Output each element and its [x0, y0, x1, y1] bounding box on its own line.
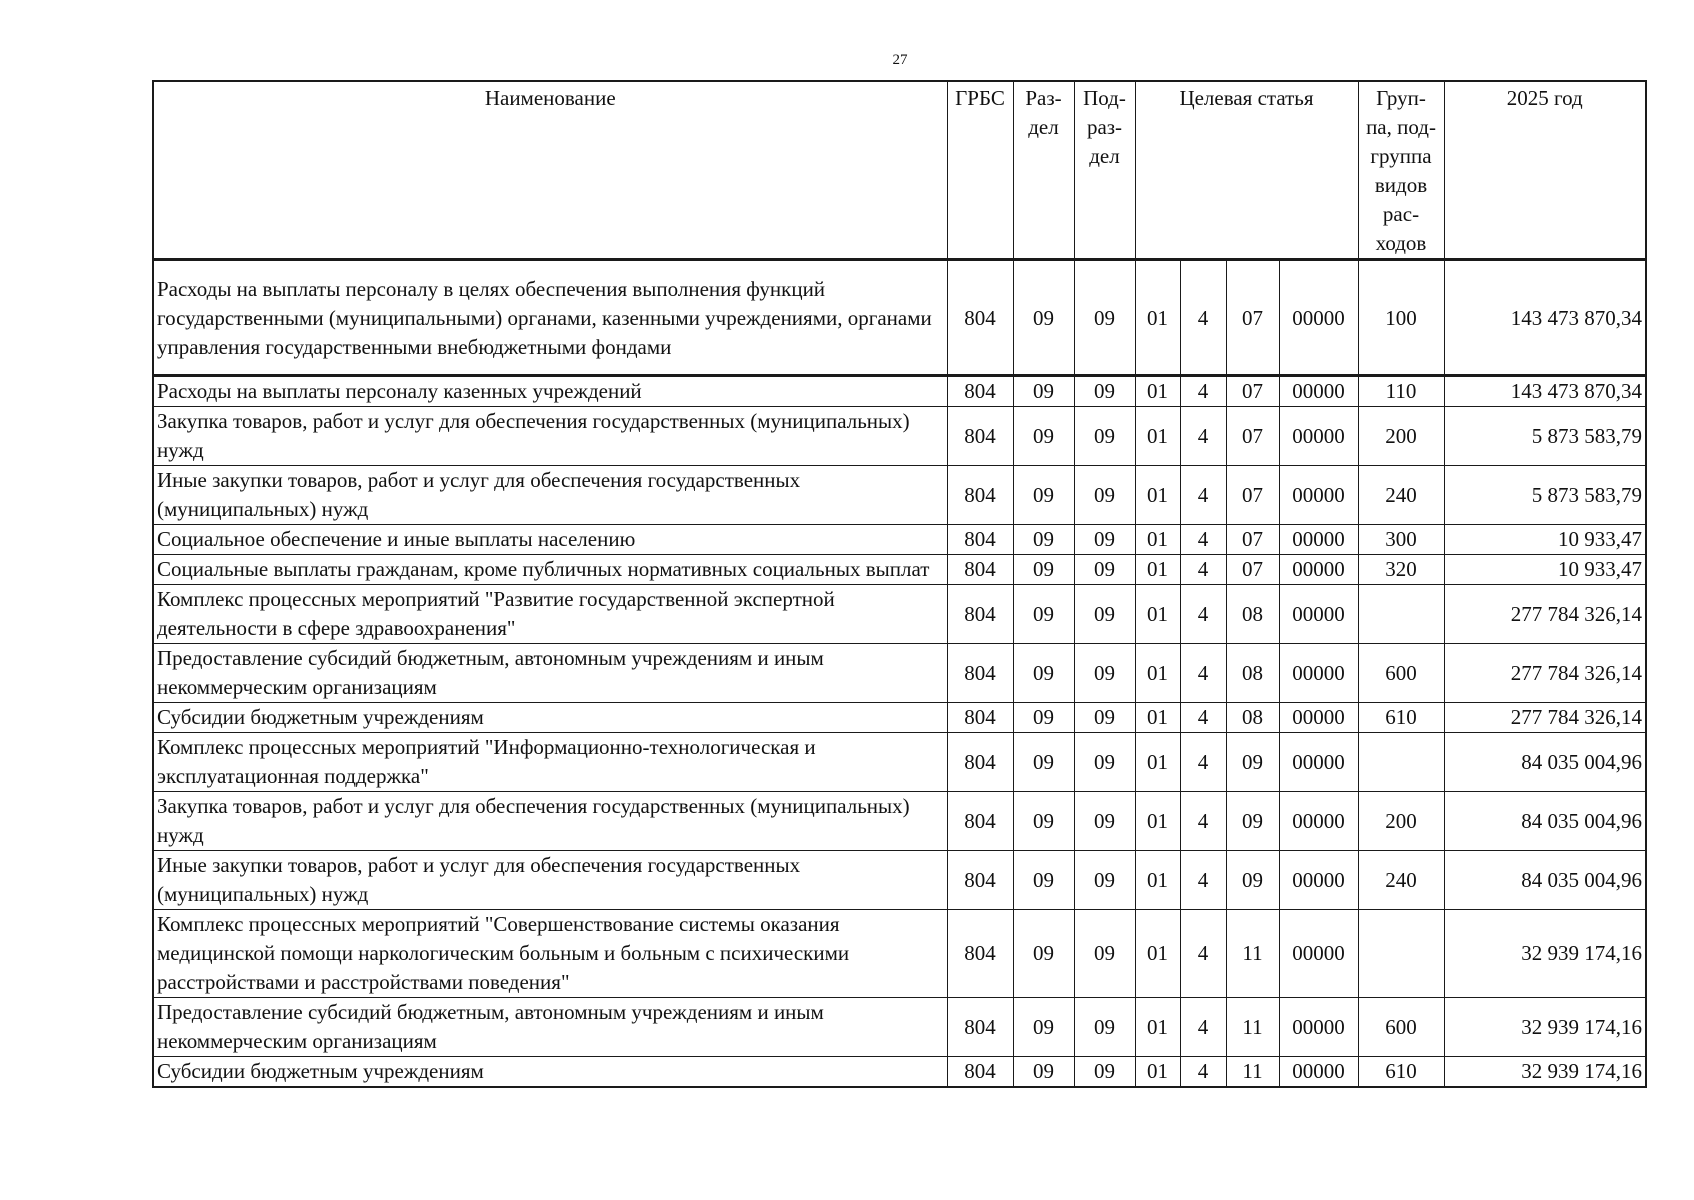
cell-podrazdel: 09: [1074, 998, 1135, 1057]
budget-table: [152, 80, 1647, 1088]
cell-grbs: 804: [947, 733, 1013, 792]
cell-name: Субсидии бюджетным учреждениям: [153, 1057, 947, 1088]
cell-grbs: 804: [947, 466, 1013, 525]
cell-target-type: 4: [1180, 910, 1226, 998]
cell-podrazdel: 09: [1074, 407, 1135, 466]
cell-amount: 10 933,47: [1444, 555, 1646, 585]
table-row: [153, 703, 1646, 733]
cell-target-complex: 09: [1226, 792, 1279, 851]
cell-target-complex: 08: [1226, 703, 1279, 733]
cell-podrazdel: 09: [1074, 1057, 1135, 1088]
cell-grbs: 804: [947, 998, 1013, 1057]
cell-target-direction: 00000: [1279, 555, 1358, 585]
cell-razdel: 09: [1013, 260, 1074, 376]
cell-podrazdel: 09: [1074, 644, 1135, 703]
cell-target-direction: 00000: [1279, 910, 1358, 998]
cell-target-program: 01: [1135, 260, 1180, 376]
cell-razdel: 09: [1013, 910, 1074, 998]
cell-podrazdel: 09: [1074, 466, 1135, 525]
cell-name: Расходы на выплаты персоналу в целях обеспечения выполнения функций государственными (муниципальными) органами, казенными учреждениями, органами управления государственными внебюджетными фондами: [153, 260, 947, 376]
cell-target-direction: 00000: [1279, 585, 1358, 644]
header-target-article: Целевая статья: [1135, 81, 1358, 260]
cell-name: Социальное обеспечение и иные выплаты населению: [153, 525, 947, 555]
cell-amount: 277 784 326,14: [1444, 585, 1646, 644]
cell-target-program: 01: [1135, 1057, 1180, 1088]
cell-podrazdel: 09: [1074, 260, 1135, 376]
cell-razdel: 09: [1013, 703, 1074, 733]
cell-target-complex: 08: [1226, 585, 1279, 644]
table-row: [153, 260, 1646, 376]
cell-grbs: 804: [947, 1057, 1013, 1088]
cell-name: Закупка товаров, работ и услуг для обеспечения государственных (муниципальных) нужд: [153, 792, 947, 851]
header-razdel: Раз- дел: [1013, 81, 1074, 260]
cell-target-direction: 00000: [1279, 376, 1358, 407]
cell-amount: 5 873 583,79: [1444, 466, 1646, 525]
table-row: [153, 733, 1646, 792]
cell-target-direction: 00000: [1279, 703, 1358, 733]
cell-target-complex: 07: [1226, 376, 1279, 407]
cell-target-program: 01: [1135, 555, 1180, 585]
cell-target-direction: 00000: [1279, 260, 1358, 376]
cell-razdel: 09: [1013, 733, 1074, 792]
header-expense-group: Груп- па, под- группа видов рас- ходов: [1358, 81, 1444, 260]
cell-grbs: 804: [947, 792, 1013, 851]
cell-target-type: 4: [1180, 407, 1226, 466]
table-row: [153, 466, 1646, 525]
cell-target-type: 4: [1180, 376, 1226, 407]
header-name: Наименование: [153, 81, 947, 260]
cell-target-complex: 09: [1226, 851, 1279, 910]
cell-target-program: 01: [1135, 525, 1180, 555]
cell-target-direction: 00000: [1279, 466, 1358, 525]
cell-podrazdel: 09: [1074, 525, 1135, 555]
header-grbs: ГРБС: [947, 81, 1013, 260]
cell-amount: 10 933,47: [1444, 525, 1646, 555]
cell-target-program: 01: [1135, 703, 1180, 733]
cell-razdel: 09: [1013, 407, 1074, 466]
cell-target-program: 01: [1135, 644, 1180, 703]
cell-target-complex: 09: [1226, 733, 1279, 792]
cell-target-complex: 07: [1226, 555, 1279, 585]
cell-name: Расходы на выплаты персоналу казенных учреждений: [153, 376, 947, 407]
cell-target-program: 01: [1135, 376, 1180, 407]
cell-expense-group: 200: [1358, 792, 1444, 851]
cell-razdel: 09: [1013, 376, 1074, 407]
table-header: [153, 81, 1646, 260]
cell-expense-group: 240: [1358, 466, 1444, 525]
cell-target-type: 4: [1180, 644, 1226, 703]
header-year: 2025 год: [1444, 81, 1646, 260]
table-row: [153, 644, 1646, 703]
cell-amount: 32 939 174,16: [1444, 998, 1646, 1057]
cell-podrazdel: 09: [1074, 555, 1135, 585]
cell-razdel: 09: [1013, 1057, 1074, 1088]
cell-target-type: 4: [1180, 466, 1226, 525]
cell-grbs: 804: [947, 376, 1013, 407]
cell-target-type: 4: [1180, 525, 1226, 555]
cell-target-complex: 08: [1226, 644, 1279, 703]
cell-target-program: 01: [1135, 407, 1180, 466]
cell-grbs: 804: [947, 910, 1013, 998]
cell-target-direction: 00000: [1279, 998, 1358, 1057]
cell-razdel: 09: [1013, 792, 1074, 851]
cell-amount: 277 784 326,14: [1444, 644, 1646, 703]
cell-target-type: 4: [1180, 1057, 1226, 1088]
cell-razdel: 09: [1013, 466, 1074, 525]
cell-target-direction: 00000: [1279, 851, 1358, 910]
cell-razdel: 09: [1013, 555, 1074, 585]
cell-amount: 84 035 004,96: [1444, 851, 1646, 910]
cell-target-complex: 11: [1226, 998, 1279, 1057]
cell-amount: 32 939 174,16: [1444, 1057, 1646, 1088]
cell-amount: 32 939 174,16: [1444, 910, 1646, 998]
cell-target-complex: 11: [1226, 910, 1279, 998]
cell-target-type: 4: [1180, 703, 1226, 733]
cell-name: Предоставление субсидий бюджетным, автономным учреждениям и иным некоммерческим организациям: [153, 644, 947, 703]
cell-target-direction: 00000: [1279, 407, 1358, 466]
cell-target-direction: 00000: [1279, 792, 1358, 851]
cell-amount: 277 784 326,14: [1444, 703, 1646, 733]
cell-target-program: 01: [1135, 910, 1180, 998]
cell-name: Социальные выплаты гражданам, кроме публичных нормативных социальных выплат: [153, 555, 947, 585]
table-row: [153, 998, 1646, 1057]
cell-razdel: 09: [1013, 851, 1074, 910]
cell-podrazdel: 09: [1074, 910, 1135, 998]
table-row: [153, 407, 1646, 466]
cell-target-direction: 00000: [1279, 733, 1358, 792]
header-row: [153, 81, 1646, 260]
table-row: [153, 376, 1646, 407]
cell-target-complex: 11: [1226, 1057, 1279, 1088]
cell-amount: 5 873 583,79: [1444, 407, 1646, 466]
cell-target-type: 4: [1180, 733, 1226, 792]
cell-expense-group: [1358, 910, 1444, 998]
cell-grbs: 804: [947, 703, 1013, 733]
cell-grbs: 804: [947, 851, 1013, 910]
cell-amount: 84 035 004,96: [1444, 792, 1646, 851]
cell-target-complex: 07: [1226, 407, 1279, 466]
cell-target-type: 4: [1180, 555, 1226, 585]
cell-grbs: 804: [947, 260, 1013, 376]
cell-name: Иные закупки товаров, работ и услуг для обеспечения государственных (муниципальных) нужд: [153, 466, 947, 525]
cell-target-program: 01: [1135, 792, 1180, 851]
cell-target-complex: 07: [1226, 260, 1279, 376]
cell-expense-group: 600: [1358, 644, 1444, 703]
cell-expense-group: 110: [1358, 376, 1444, 407]
cell-expense-group: [1358, 585, 1444, 644]
cell-grbs: 804: [947, 585, 1013, 644]
cell-podrazdel: 09: [1074, 703, 1135, 733]
cell-podrazdel: 09: [1074, 376, 1135, 407]
header-podrazdel: Под- раз- дел: [1074, 81, 1135, 260]
cell-podrazdel: 09: [1074, 792, 1135, 851]
cell-target-type: 4: [1180, 998, 1226, 1057]
cell-target-type: 4: [1180, 792, 1226, 851]
table-row: [153, 585, 1646, 644]
cell-expense-group: 300: [1358, 525, 1444, 555]
cell-grbs: 804: [947, 644, 1013, 703]
table-body: [153, 260, 1646, 1088]
table-row: [153, 910, 1646, 998]
cell-podrazdel: 09: [1074, 733, 1135, 792]
cell-expense-group: 200: [1358, 407, 1444, 466]
cell-name: Закупка товаров, работ и услуг для обеспечения государственных (муниципальных) нужд: [153, 407, 947, 466]
cell-target-type: 4: [1180, 260, 1226, 376]
cell-target-direction: 00000: [1279, 644, 1358, 703]
cell-amount: 143 473 870,34: [1444, 260, 1646, 376]
cell-razdel: 09: [1013, 525, 1074, 555]
cell-podrazdel: 09: [1074, 851, 1135, 910]
cell-target-type: 4: [1180, 585, 1226, 644]
cell-target-complex: 07: [1226, 466, 1279, 525]
cell-razdel: 09: [1013, 998, 1074, 1057]
cell-expense-group: 240: [1358, 851, 1444, 910]
cell-expense-group: 320: [1358, 555, 1444, 585]
cell-target-program: 01: [1135, 851, 1180, 910]
cell-amount: 143 473 870,34: [1444, 376, 1646, 407]
cell-name: Иные закупки товаров, работ и услуг для обеспечения государственных (муниципальных) нужд: [153, 851, 947, 910]
cell-name: Комплекс процессных мероприятий "Информационно-технологическая и эксплуатационная поддержка": [153, 733, 947, 792]
cell-target-program: 01: [1135, 585, 1180, 644]
page-number: 27: [892, 52, 908, 68]
cell-name: Предоставление субсидий бюджетным, автономным учреждениям и иным некоммерческим организациям: [153, 998, 947, 1057]
table-row: [153, 851, 1646, 910]
cell-target-type: 4: [1180, 851, 1226, 910]
cell-expense-group: 610: [1358, 1057, 1444, 1088]
cell-target-direction: 00000: [1279, 1057, 1358, 1088]
cell-target-complex: 07: [1226, 525, 1279, 555]
cell-target-program: 01: [1135, 998, 1180, 1057]
cell-expense-group: 100: [1358, 260, 1444, 376]
cell-target-program: 01: [1135, 466, 1180, 525]
cell-podrazdel: 09: [1074, 585, 1135, 644]
cell-name: Комплекс процессных мероприятий "Развитие государственной экспертной деятельности в сфере здравоохранения": [153, 585, 947, 644]
cell-grbs: 804: [947, 407, 1013, 466]
cell-razdel: 09: [1013, 644, 1074, 703]
table-row: [153, 792, 1646, 851]
cell-grbs: 804: [947, 555, 1013, 585]
cell-grbs: 804: [947, 525, 1013, 555]
cell-name: Комплекс процессных мероприятий "Совершенствование системы оказания медицинской помощи наркологическим больным и больным с психическими расстройствами и расстройствами поведения": [153, 910, 947, 998]
cell-target-program: 01: [1135, 733, 1180, 792]
cell-expense-group: [1358, 733, 1444, 792]
cell-name: Субсидии бюджетным учреждениям: [153, 703, 947, 733]
table-row: [153, 1057, 1646, 1088]
table-row: [153, 555, 1646, 585]
cell-razdel: 09: [1013, 585, 1074, 644]
table-row: [153, 525, 1646, 555]
cell-amount: 84 035 004,96: [1444, 733, 1646, 792]
cell-expense-group: 600: [1358, 998, 1444, 1057]
cell-expense-group: 610: [1358, 703, 1444, 733]
cell-target-direction: 00000: [1279, 525, 1358, 555]
